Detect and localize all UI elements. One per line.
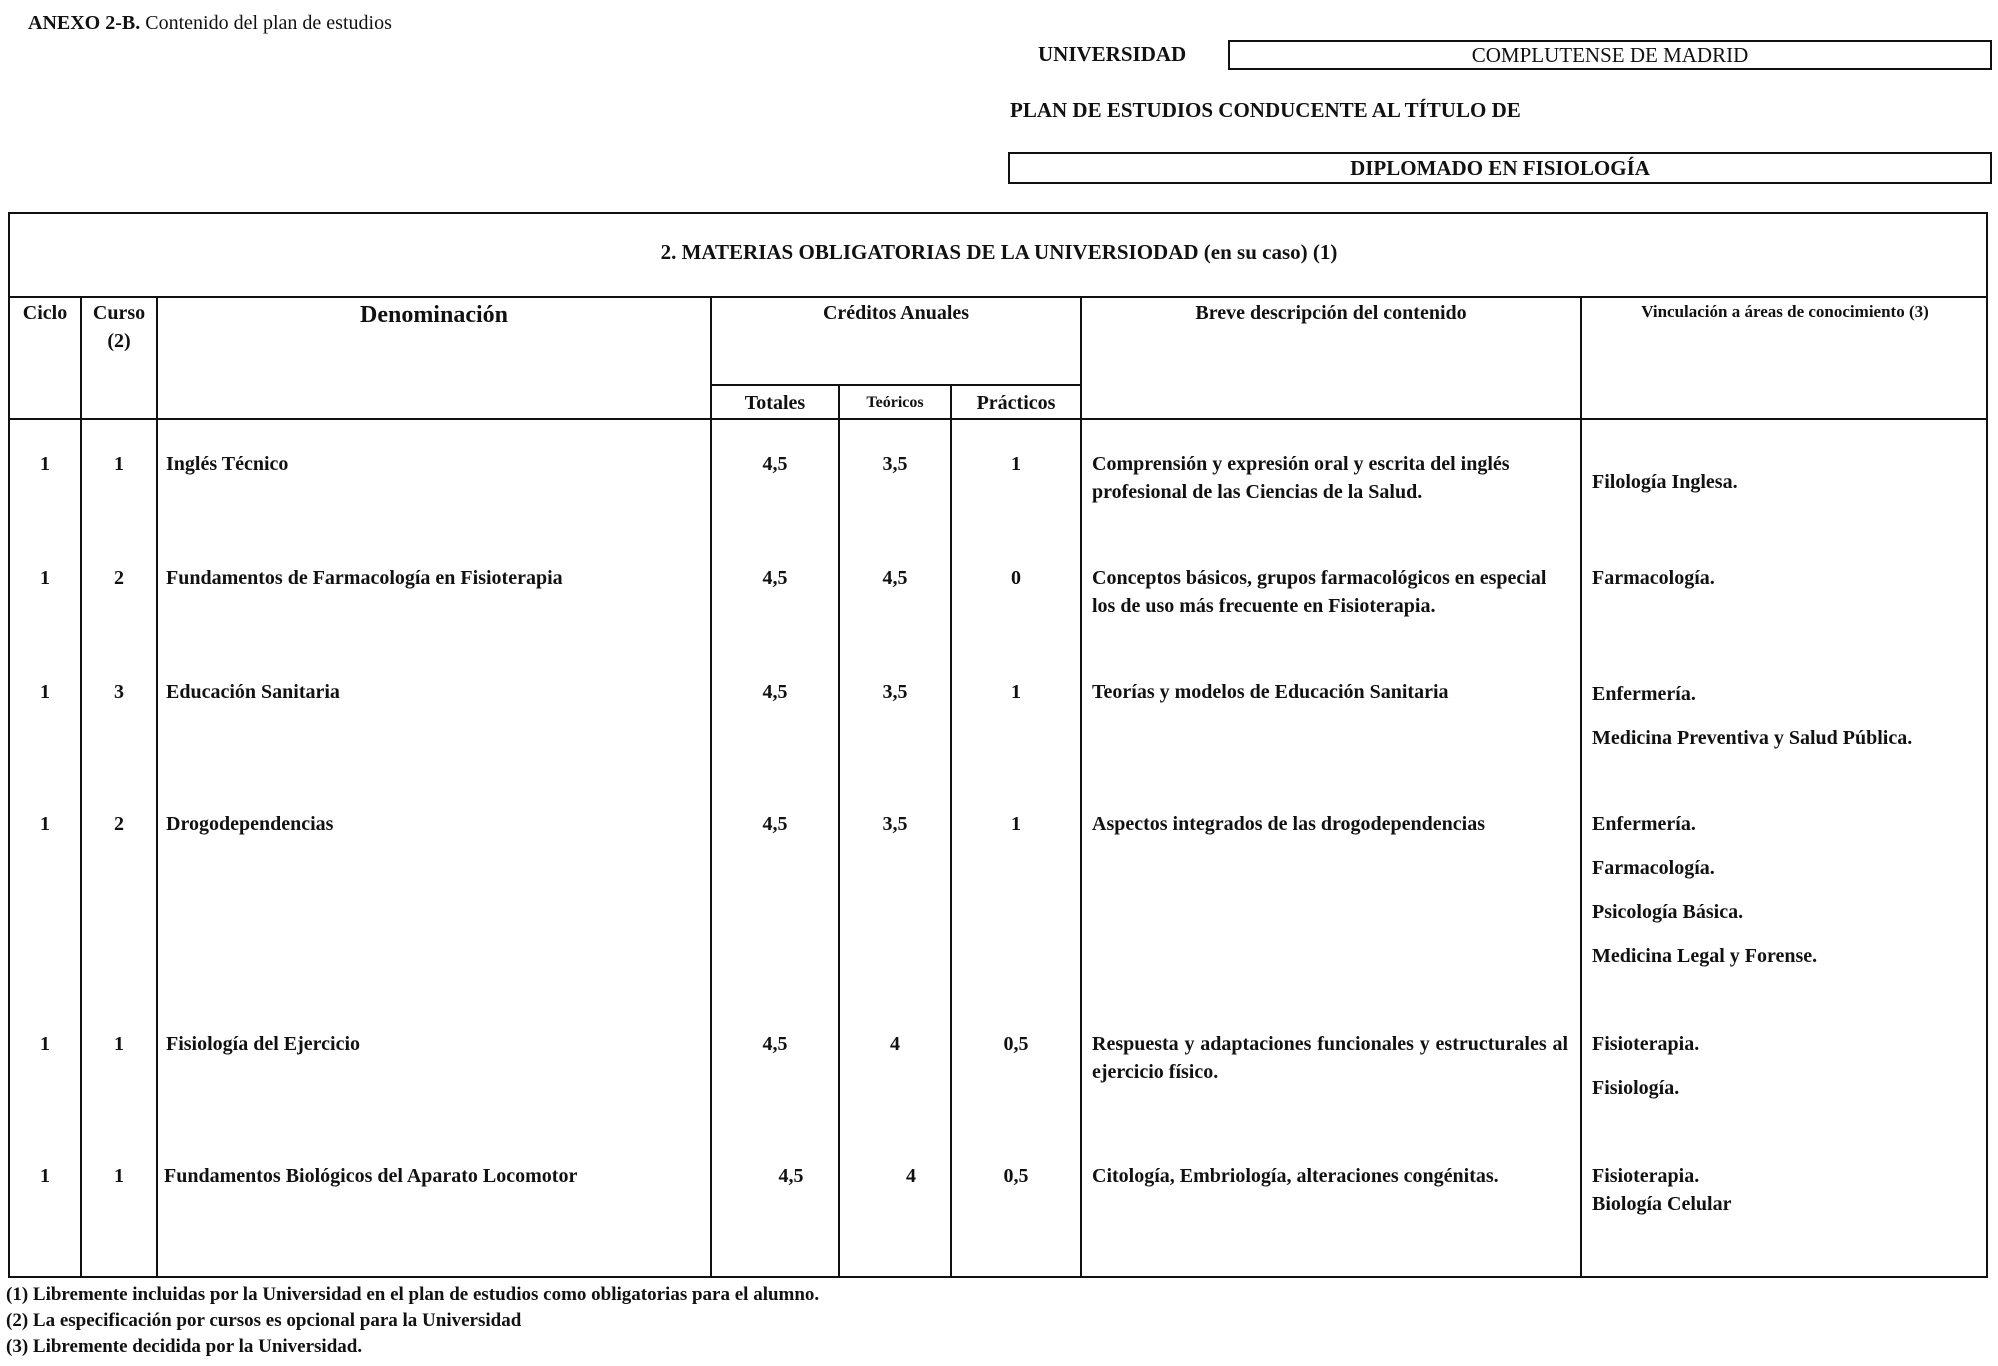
- table-row-6-denominacion: Fundamentos Biológicos del Aparato Locomotor: [164, 1165, 578, 1187]
- university-name-box: COMPLUTENSE DE MADRID: [1228, 40, 1992, 70]
- col-divider-descripcion: [1580, 296, 1582, 1278]
- table-row-4-area-4: Medicina Legal y Forense.: [1592, 945, 1818, 967]
- table-row-4-area-2: Farmacología.: [1592, 857, 1715, 879]
- annex-label: ANEXO 2-B.: [28, 12, 141, 34]
- table-row-4-totales: 4,5: [762, 813, 788, 835]
- table-row-4-practicos: 1: [1011, 813, 1021, 835]
- degree-title-box: DIPLOMADO EN FISIOLOGÍA: [1008, 152, 1992, 184]
- table-row-6-teoricos: 4: [906, 1165, 916, 1187]
- table-row-2-ciclo: 1: [40, 567, 50, 589]
- table-row-6-descripcion: Citología, Embriología, alteraciones congénitas.: [1092, 1165, 1499, 1187]
- table-row-2-teoricos: 4,5: [882, 567, 908, 589]
- table-row-4-curso: 2: [114, 813, 124, 835]
- table-row-5-descripcion: Respuesta y adaptaciones funcionales y estructurales al ejercicio físico.: [1092, 1033, 1568, 1083]
- table-row-1-area-1: Filología Inglesa.: [1592, 471, 1738, 493]
- header-denominacion: Denominación: [359, 302, 508, 328]
- table-divider-title: [8, 296, 1988, 298]
- footnote-3: (3) Libremente decidida por la Universidad.: [6, 1336, 363, 1357]
- table-row-2-practicos: 0: [1011, 567, 1021, 589]
- header-curso-note: (2): [107, 330, 131, 352]
- section-title: 2. MATERIAS OBLIGATORIAS DE LA UNIVERSIODAD (en su caso) (1): [660, 240, 1338, 264]
- table-row-4-area-3: Psicología Básica.: [1592, 901, 1744, 923]
- table-row-1-descripcion: Comprensión y expresión oral y escrita del inglés profesional de las Ciencias de la Salud.: [1092, 453, 1510, 503]
- table-row-2-descripcion: Conceptos básicos, grupos farmacológicos en especial los de uso más frecuente en Fisioterapia.: [1092, 567, 1547, 617]
- university-label: UNIVERSIDAD: [1038, 42, 1187, 66]
- plan-label: PLAN DE ESTUDIOS CONDUCENTE AL TÍTULO DE: [1010, 98, 1521, 122]
- table-divider-credits: [710, 384, 1080, 386]
- table-row-6-practicos: 0,5: [1003, 1165, 1029, 1187]
- table-row-5-area-2: Fisiología.: [1592, 1077, 1680, 1099]
- table-row-3-descripcion: Teorías y modelos de Educación Sanitaria: [1092, 681, 1449, 703]
- table-row-2-totales: 4,5: [762, 567, 788, 589]
- header-ciclo: Ciclo: [22, 302, 68, 324]
- table-row-3-denominacion: Educación Sanitaria: [166, 681, 340, 703]
- table-row-3-totales: 4,5: [762, 681, 788, 703]
- table-row-2-area-1: Farmacología.: [1592, 567, 1715, 589]
- table-row-1-denominacion: Inglés Técnico: [166, 453, 289, 475]
- header-practicos: Prácticos: [976, 392, 1056, 414]
- header-creditos: Créditos Anuales: [822, 302, 970, 324]
- table-row-3-curso: 3: [114, 681, 124, 703]
- table-row-2-curso: 2: [114, 567, 124, 589]
- table-row-3-area-2: Medicina Preventiva y Salud Pública.: [1592, 727, 1913, 749]
- table-row-5-teoricos: 4: [890, 1033, 900, 1055]
- footnote-2: (2) La especificación por cursos es opcional para la Universidad: [6, 1310, 522, 1331]
- header-vinculacion: Vinculación a áreas de conocimiento (3): [1641, 302, 1929, 321]
- table-row-3-ciclo: 1: [40, 681, 50, 703]
- table-row-1-teoricos: 3,5: [882, 453, 908, 475]
- table-row-5-denominacion: Fisiología del Ejercicio: [166, 1033, 361, 1055]
- table-row-6-curso: 1: [114, 1165, 124, 1187]
- table-row-6-totales: 4,5: [778, 1165, 804, 1187]
- table-row-4-descripcion: Aspectos integrados de las drogodependencias: [1092, 813, 1485, 835]
- table-row-3-practicos: 1: [1011, 681, 1021, 703]
- table-row-4-denominacion: Drogodependencias: [166, 813, 334, 835]
- col-divider-denominacion: [710, 296, 712, 1278]
- header-totales: Totales: [744, 392, 806, 414]
- table-row-1-practicos: 1: [1011, 453, 1021, 475]
- table-row-4-teoricos: 3,5: [882, 813, 908, 835]
- table-row-1-curso: 1: [114, 453, 124, 475]
- footnote-1: (1) Libremente incluidas por la Universidad en el plan de estudios como obligatorias para el alumno.: [6, 1284, 820, 1305]
- table-row-5-totales: 4,5: [762, 1033, 788, 1055]
- table-row-5-practicos: 0,5: [1003, 1033, 1029, 1055]
- table-row-6-ciclo: 1: [40, 1165, 50, 1187]
- table-row-1-ciclo: 1: [40, 453, 50, 475]
- table-row-3-teoricos: 3,5: [882, 681, 908, 703]
- table-row-4-area-1: Enfermería.: [1592, 813, 1696, 835]
- table-divider-header: [8, 418, 1988, 420]
- annex-heading: [28, 12, 392, 35]
- table-row-2-denominacion: Fundamentos de Farmacología en Fisioterapia: [166, 567, 563, 589]
- table-row-5-area-1: Fisioterapia.: [1592, 1033, 1700, 1055]
- table-row-6-area-2: Biología Celular: [1592, 1193, 1732, 1215]
- table-row-3-area-1: Enfermería.: [1592, 683, 1696, 705]
- table-row-5-ciclo: 1: [40, 1033, 50, 1055]
- table-row-6-area-1: Fisioterapia.: [1592, 1165, 1700, 1187]
- header-teoricos: Teóricos: [866, 394, 924, 411]
- table-row-4-ciclo: 1: [40, 813, 50, 835]
- header-descripcion: Breve descripción del contenido: [1195, 302, 1467, 324]
- annex-description: Contenido del plan de estudios: [140, 12, 392, 34]
- table-row-5-curso: 1: [114, 1033, 124, 1055]
- table-row-1-totales: 4,5: [762, 453, 788, 475]
- col-divider-creditos: [1080, 296, 1082, 1278]
- col-divider-ciclo: [80, 296, 82, 1278]
- col-divider-curso: [156, 296, 158, 1278]
- header-curso: Curso: [92, 302, 146, 324]
